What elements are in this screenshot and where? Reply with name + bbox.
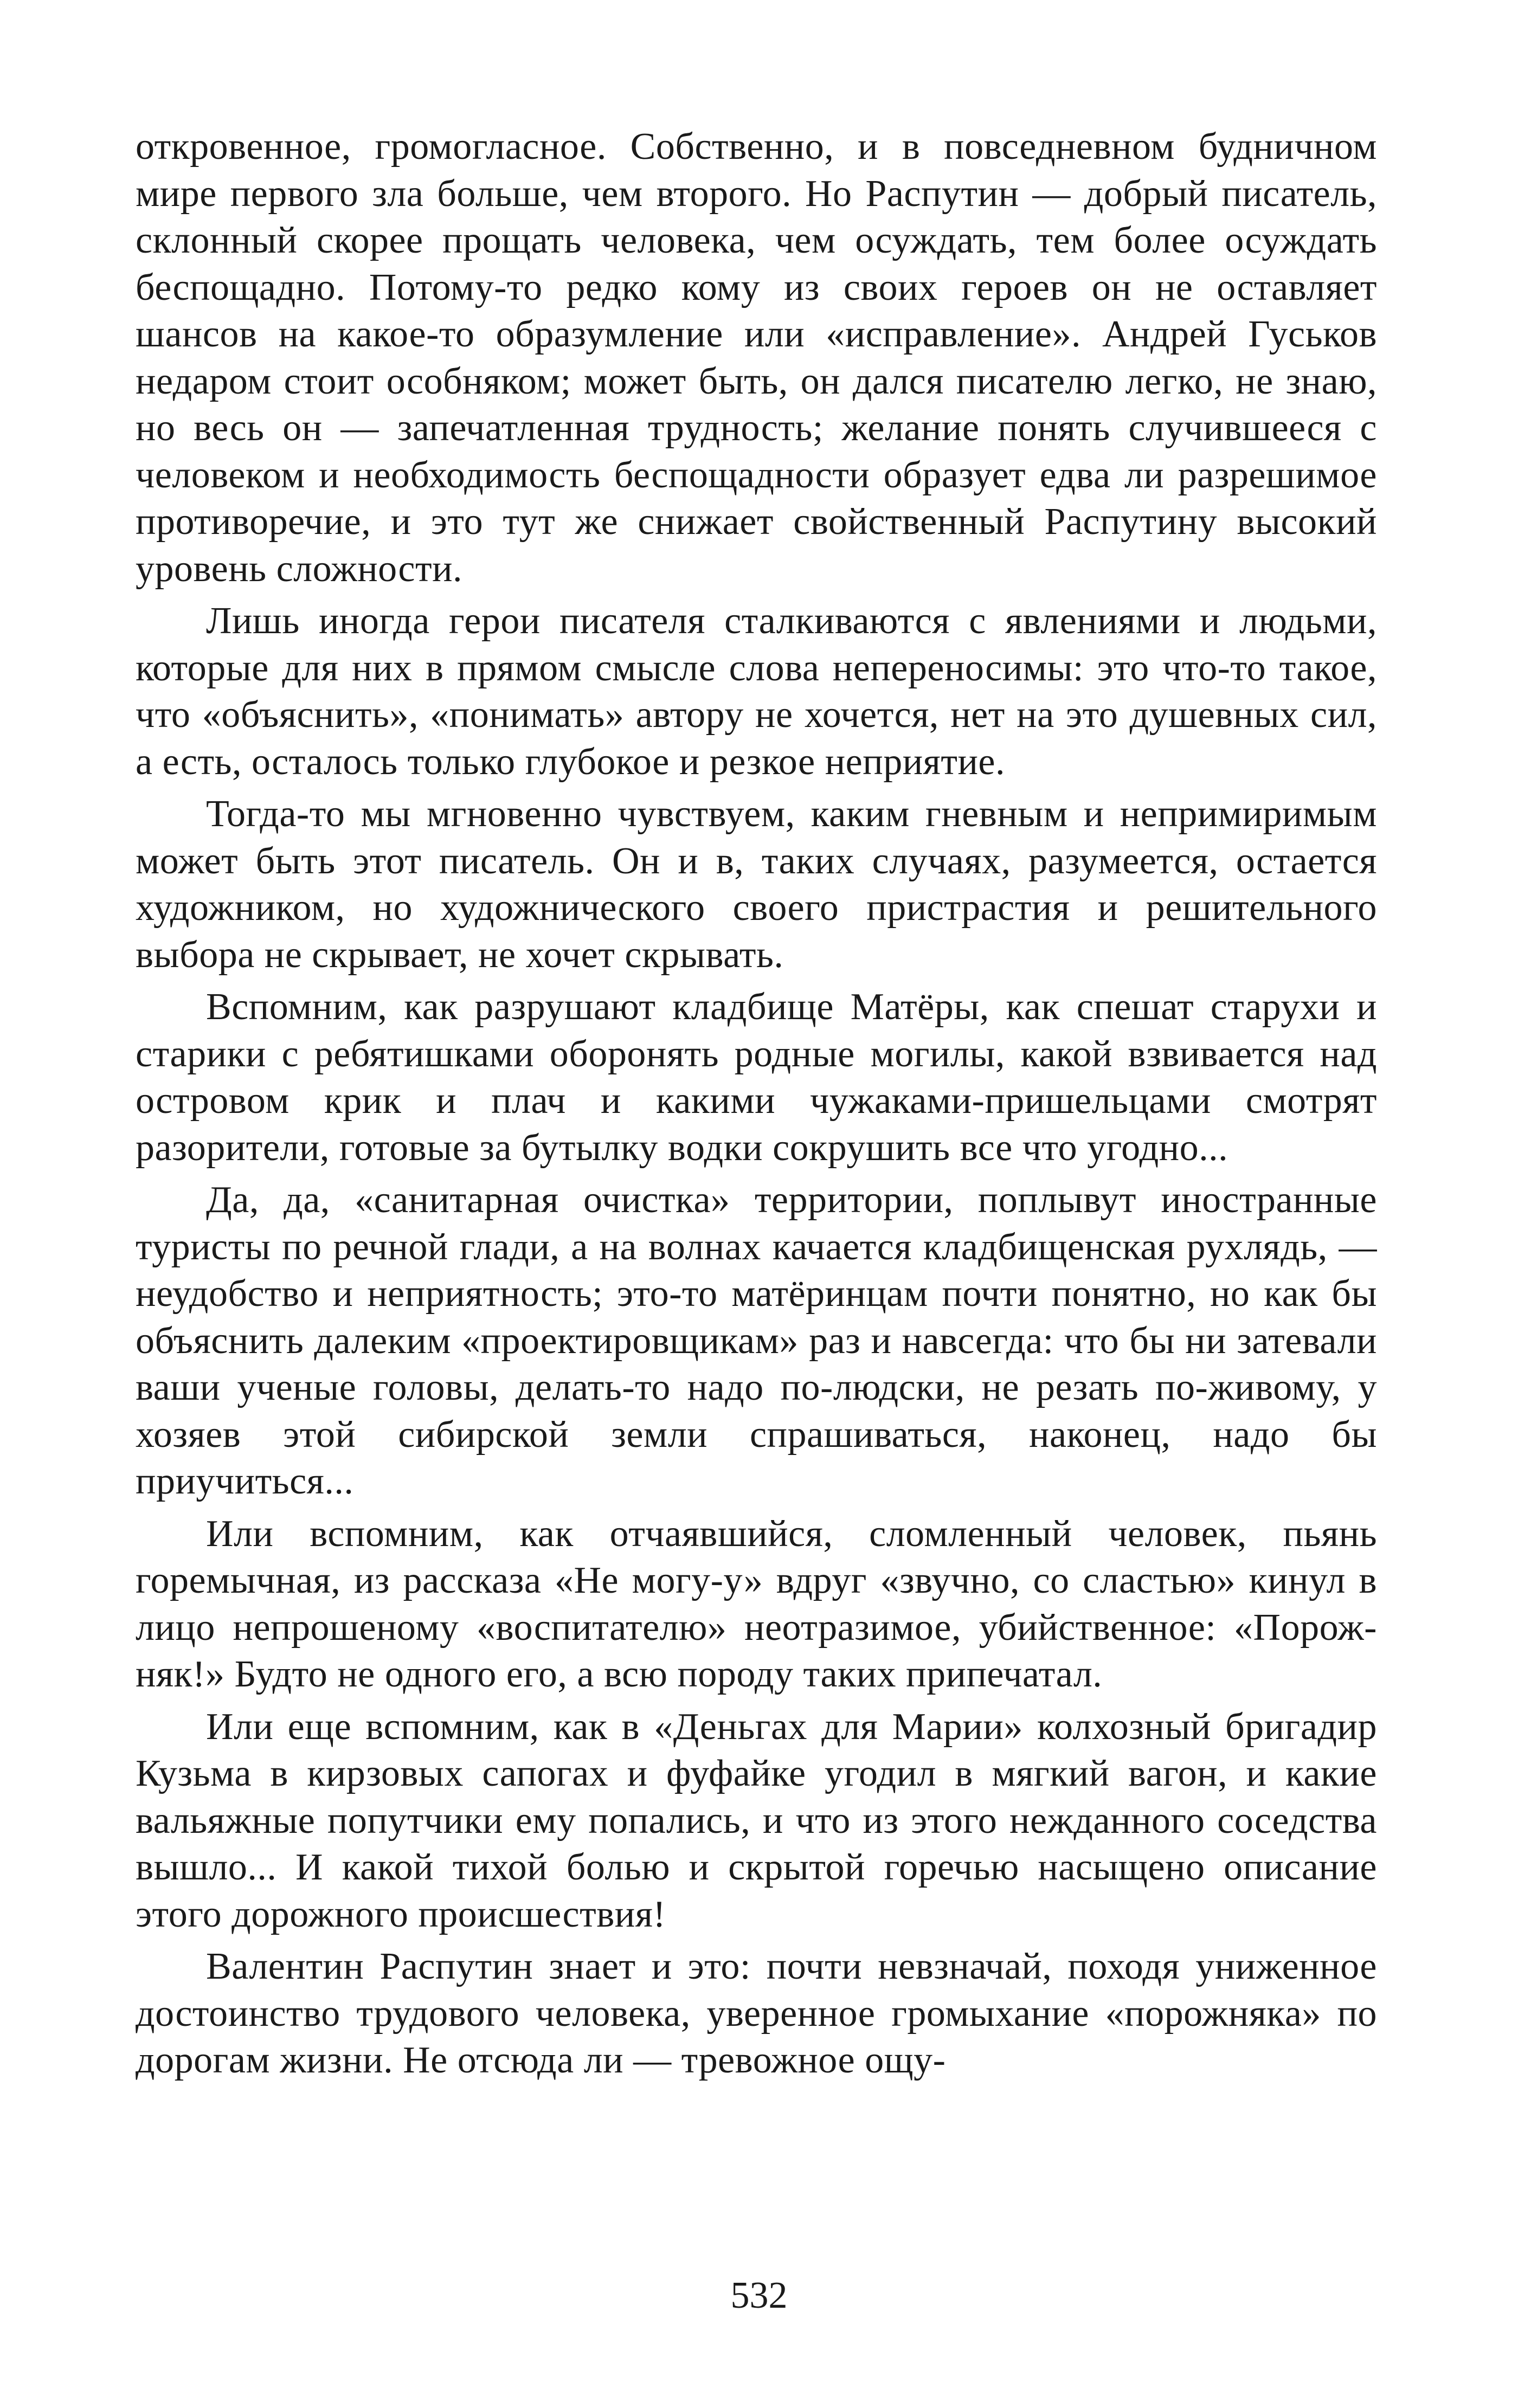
paragraph-4: Вспомним, как разрушают кладбище Матёры, как спешат старухи и старики с ребятишками оборонять родные могилы, какой взвивается над островом крик и плач и какими чужаками-пришельцами смотрят разорители, готовые за бутылку водки сокрушить все что угодно... xyxy=(136,986,1377,1169)
page-body xyxy=(136,124,1377,2090)
paragraph-3: Тогда-то мы мгновенно чувствуем, каким гневным и непримиримым может быть этот писатель. Он и в, таких случаях, разумеется, остается художником, но художнического своего пристрастия и решительного выбора не скрывает, не хочет скрывать. xyxy=(136,793,1377,976)
paragraph-2: Лишь иногда герои писателя сталкиваются с явлениями и людьми, которые для них в прямом смысле слова непереносимы: это что-то такое, что «объяснить», «понимать» автору не хочется, нет на это душевных сил, а есть, осталось только глубокое и резкое неприятие. xyxy=(136,600,1377,783)
paragraph-6: Или вспомним, как отчаявшийся, сломленный человек, пьянь горемычная, из рассказа «Не могу-у» вдруг «звучно, со сластью» кинул в лицо непрошеному «воспитателю» неотразимое, убийственное: «Порож-няк!» Будто не одного его, а всю породу таких припечатал. xyxy=(136,1512,1377,1695)
page-number: 532 xyxy=(730,2275,788,2316)
paragraph-1: откровенное, громогласное. Собственно, и в повседневном будничном мире первого зла больше, чем второго. Но Распутин — добрый писатель, склонный скорее прощать человека, чем осуждать, тем более осуждать беспощадно. Потому-то редко кому из своих героев он не оставляет шансов на какое-то образумление или «исправление». Андрей Гуськов недаром стоит особняком; может быть, он дался писателю легко, не знаю, но весь он — запечатленная трудность; желание понять случившееся с человеком и необходимость беспощадности образует едва ли разрешимое противоречие, и это тут же снижает свойственный Распутину высокий уровень сложности. xyxy=(136,126,1377,590)
paragraph-7: Или еще вспомним, как в «Деньгах для Марии» колхозный бригадир Кузьма в кирзовых сапогах и фуфайке угодил в мягкий вагон, и какие вальяжные попутчики ему попались, и что из этого нежданного соседства вышло... И какой тихой болью и скрытой горечью насыщено описание этого дорожного происшествия! xyxy=(136,1705,1377,1935)
paragraph-5: Да, да, «санитарная очистка» территории, поплывут иностранные туристы по речной глади, а на волнах качается кладбищенская рухлядь, — неудобство и неприятность; это-то матёринцам почти понятно, но как бы объяснить далеким «проектировщикам» раз и навсегда: что бы ни затевали ваши ученые головы, делать-то надо по-людски, не резать по-живому, у хозяев этой сибирской земли спрашиваться, наконец, надо бы приучиться... xyxy=(136,1179,1377,1502)
paragraph-8: Валентин Распутин знает и это: почти невзначай, походя униженное достоинство трудового человека, уверенное громыхание «порожняка» по дорогам жизни. Не отсюда ли — тревожное ощу- xyxy=(136,1946,1377,2081)
